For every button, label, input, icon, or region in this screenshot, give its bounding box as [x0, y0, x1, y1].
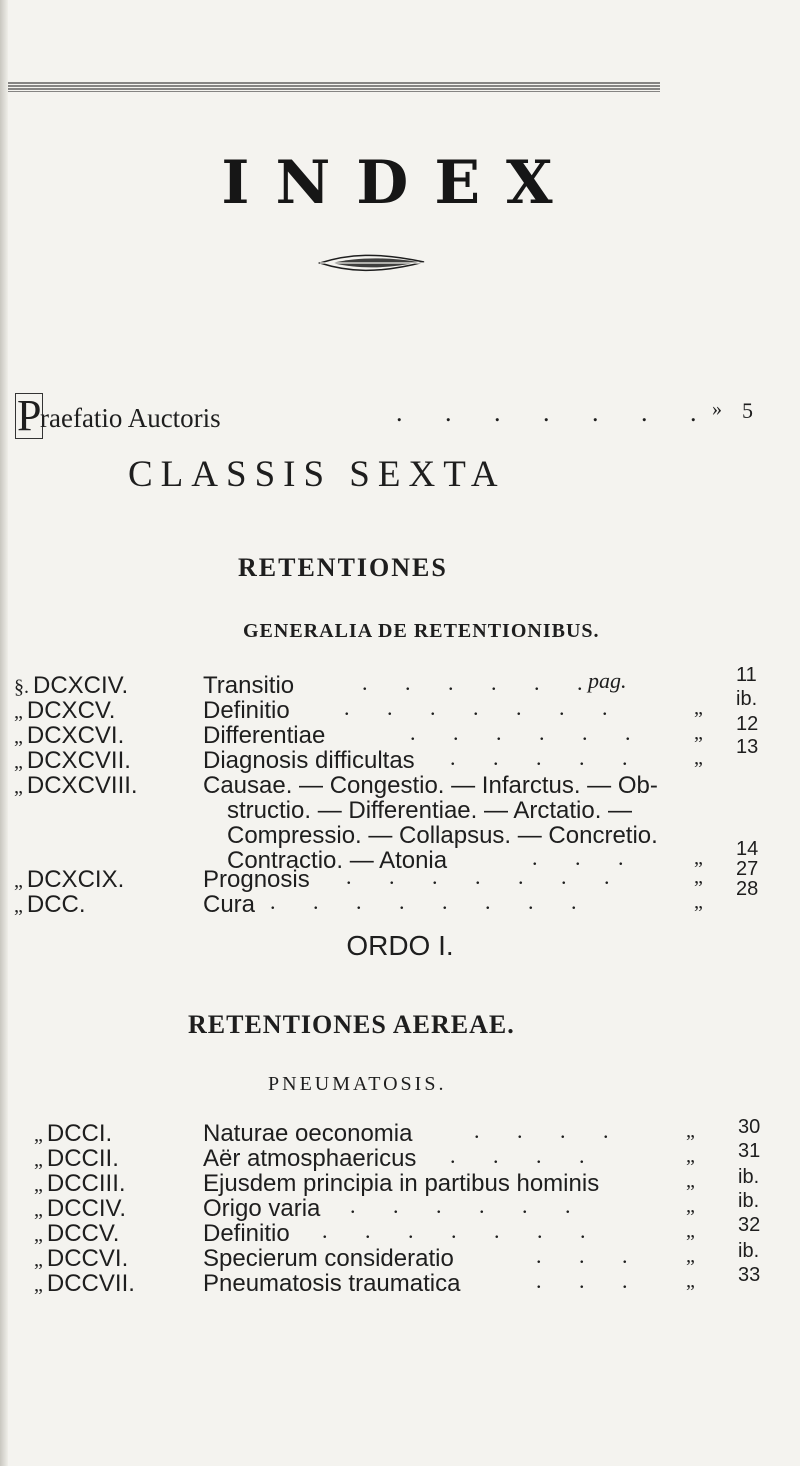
entry-code: „ DCCVII. — [34, 1270, 135, 1297]
entry-page-mark: „ — [694, 866, 703, 888]
entry-text: Naturae oeconomia — [203, 1120, 413, 1147]
entry-code: „ DCCII. — [34, 1145, 119, 1172]
entry-text: Diagnosis difficultas — [203, 747, 415, 774]
entry-page-mark: „ — [694, 722, 703, 744]
section-title-retentiones: RETENTIONES — [238, 553, 448, 582]
entry-code: „ DCXCIX. — [14, 866, 125, 893]
entry-page-mark: „ — [686, 1270, 695, 1292]
entry-page: 14 — [736, 838, 759, 860]
entry-text: Definitio — [203, 697, 290, 724]
entry-text: Origo varia — [203, 1195, 321, 1222]
entry-page-mark: „ — [686, 1245, 695, 1267]
entry-text-line: structio. — Differentiae. — Arctatio. — — [227, 797, 633, 824]
entry-leader-dots: . . . . . . . — [346, 864, 626, 889]
entry-code: „ DCCVI. — [34, 1245, 129, 1272]
entry-page-mark: „ — [686, 1220, 695, 1242]
entry-text: Cura — [203, 891, 256, 918]
entry-page: 27 — [736, 858, 759, 880]
entry-leader-dots: . . . . — [474, 1118, 625, 1143]
entry-text: Differentiae — [203, 722, 326, 749]
entry-page-mark: „ — [694, 891, 703, 913]
preface-mark: » — [712, 398, 722, 420]
entry-text: Ejusdem principia in partibus hominis — [203, 1170, 600, 1197]
entry-code: „ DCCV. — [34, 1220, 120, 1247]
entry-page: 13 — [736, 736, 759, 758]
entry-page: 31 — [738, 1140, 761, 1162]
classis-heading: CLASSIS SEXTA — [128, 454, 506, 495]
entry-text: Aër atmosphaericus — [203, 1145, 417, 1172]
entry-page: 33 — [738, 1264, 761, 1286]
entry-page-mark: „ — [686, 1120, 695, 1142]
entry-page: 28 — [736, 878, 759, 900]
entry-code: „ DCCI. — [34, 1120, 113, 1147]
entry-text-line: Causae. — Congestio. — Infarctus. — Ob- — [203, 772, 658, 799]
section-subtitle-pneumatosis: PNEUMATOSIS. — [268, 1073, 447, 1095]
preface-leader-dots: . . . . . . . — [396, 398, 715, 427]
entry-text-line: Compressio. — Collapsus. — Concretio. — [227, 822, 658, 849]
ornament-divider — [318, 250, 428, 276]
entry-page-mark: pag. — [588, 668, 627, 693]
entry-page: 32 — [738, 1214, 761, 1236]
section-subtitle-generalia: GENERALIA DE RETENTIONIBUS. — [243, 620, 600, 642]
entry-page: 12 — [736, 713, 759, 735]
entry-page-mark: „ — [686, 1170, 695, 1192]
entry-leader-dots: . . . . . . — [362, 670, 599, 695]
entry-code: „ DCXCV. — [14, 697, 116, 724]
entry-page-mark: „ — [694, 697, 703, 719]
entry-leader-dots: . . . . . . — [350, 1193, 587, 1218]
entry-code: §. DCXCIV. — [14, 672, 129, 699]
entry-page: ib. — [738, 1240, 760, 1262]
entry-page: 11 — [736, 664, 757, 686]
entry-leader-dots: . . . . — [450, 1143, 601, 1168]
entry-leader-dots: . . . . . . . — [322, 1218, 602, 1243]
entry-leader-dots: . . . — [532, 845, 640, 870]
entry-text: Pneumatosis traumatica — [203, 1270, 461, 1297]
entry-leader-dots: . . . . . . . — [344, 695, 624, 720]
entry-leader-dots: . . . — [536, 1243, 644, 1268]
entry-code: „ DCC. — [14, 891, 86, 918]
entry-page: ib. — [738, 1166, 760, 1188]
entry-page: ib. — [738, 1190, 760, 1212]
entry-page-mark: „ — [694, 747, 703, 769]
preface-title: raefatio Auctoris — [40, 403, 221, 433]
section-title-retentiones-aereae: RETENTIONES AEREAE. — [188, 1010, 515, 1039]
entry-text: Transitio — [203, 672, 295, 699]
entry-code: „ DCCIV. — [34, 1195, 127, 1222]
entry-leader-dots: . . . . . . . . — [270, 889, 593, 914]
page-edge-shadow — [0, 0, 8, 1466]
entry-page-mark: „ — [694, 847, 703, 869]
preface-initial: P — [17, 391, 42, 440]
entry-page: ib. — [736, 688, 758, 710]
entry-code: „ DCXCVIII. — [14, 772, 138, 799]
index-title: INDEX — [221, 148, 579, 218]
entry-code: „ DCXCVI. — [14, 722, 125, 749]
entry-text: Definitio — [203, 1220, 290, 1247]
entry-text: Specierum consideratio — [203, 1245, 454, 1272]
entry-text-line: Contractio. — Atonia — [227, 847, 448, 874]
entry-code: „ DCXCVII. — [14, 747, 131, 774]
entry-text: Prognosis — [203, 866, 310, 893]
entry-leader-dots: . . . . . . — [410, 720, 647, 745]
entry-code: „ DCCIII. — [34, 1170, 126, 1197]
entry-page-mark: „ — [686, 1145, 695, 1167]
entry-leader-dots: . . . . . — [450, 745, 644, 770]
top-rule — [8, 82, 660, 92]
entry-page: 30 — [738, 1116, 761, 1138]
preface-page: 5 — [742, 398, 753, 423]
ordo-heading: ORDO I. — [346, 930, 454, 961]
entry-leader-dots: . . . — [536, 1268, 644, 1293]
entry-page-mark: „ — [686, 1195, 695, 1217]
